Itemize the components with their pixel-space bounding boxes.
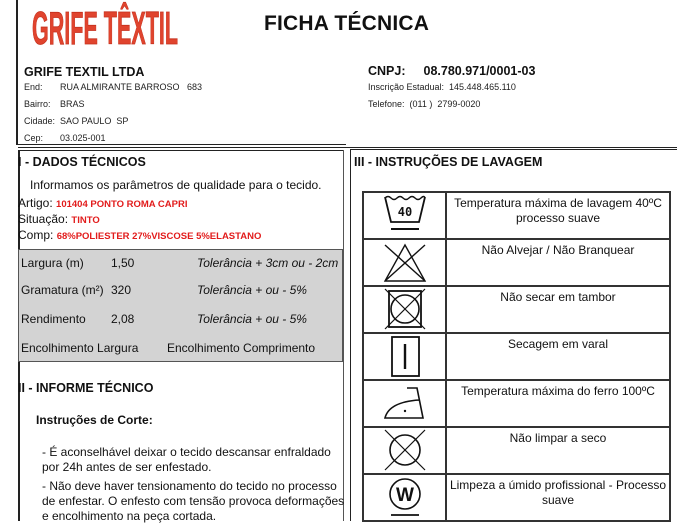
bairro-label: Bairro: <box>24 99 51 109</box>
situacao-label: Situação: <box>18 212 69 226</box>
cidade-value: SAO PAULO SP <box>60 116 129 126</box>
specs-box <box>18 249 343 362</box>
lavagem-heading: III - INSTRUÇÕES DE LAVAGEM <box>354 155 543 169</box>
company-name: GRIFE TEXTIL LTDA <box>24 65 145 79</box>
spec-label: Rendimento <box>21 312 86 326</box>
care-icon-cell <box>363 192 446 239</box>
situacao-line <box>18 212 100 226</box>
header-left-border <box>16 0 18 145</box>
cnpj-label: CNPJ: <box>368 64 406 78</box>
address-value: RUA ALMIRANTE BARROSO 683 <box>60 82 203 92</box>
care-text: Secagem em varal <box>446 333 670 380</box>
section-divider <box>18 147 677 148</box>
spec-label: Gramatura (m²) <box>21 283 104 297</box>
care-row <box>363 286 670 333</box>
care-icon-cell <box>363 239 446 286</box>
dados-tecnicos-heading: I - DADOS TÉCNICOS <box>18 155 146 169</box>
corte-paragraph-2: - Não deve haver tensionamento do tecido no processo de enfestar. O enfesto com tensão provoca deformações e encolhimento na peça cortada. <box>42 479 345 523</box>
care-instructions-table <box>362 191 671 522</box>
care-icon-cell <box>363 333 446 380</box>
bairro-value: BRAS <box>60 99 85 109</box>
spec-label: Largura (m) <box>21 256 84 270</box>
encolhimento-comprimento: Encolhimento Comprimento <box>167 341 316 355</box>
care-icon-cell <box>363 380 446 427</box>
spec-value: 1,50 <box>111 256 135 270</box>
header-bottom-border <box>16 144 346 145</box>
wash-40-gentle-icon <box>375 194 435 236</box>
right-panel-left-border <box>350 149 351 521</box>
cep-label: Cep: <box>24 133 44 143</box>
cnpj-value: 08.780.971/0001-03 <box>423 64 536 78</box>
corte-paragraph-1: - É aconselhável deixar o tecido descansar enfraldado por 24h antes de ser enfestado. <box>42 445 331 474</box>
care-text: Não Alvejar / Não Branquear <box>446 239 670 286</box>
care-text: Temperatura máxima de lavagem 40ºC processo suave <box>446 192 670 239</box>
encolhimento-largura: Encolhimento Largura <box>21 341 139 355</box>
cidade-label: Cidade: <box>24 116 56 126</box>
left-panel-top-border <box>18 150 344 151</box>
line-dry-icon <box>375 335 435 377</box>
composicao-label: Comp: <box>18 228 54 242</box>
wet-clean-gentle-icon <box>375 476 435 518</box>
artigo-value: 101404 PONTO ROMA CAPRI <box>56 199 188 210</box>
care-row <box>363 380 670 427</box>
care-text: Não limpar a seco <box>446 427 670 474</box>
bairro-line <box>24 99 85 109</box>
no-tumble-dry-icon <box>375 288 435 330</box>
care-icon-cell <box>363 286 446 333</box>
care-row <box>363 474 670 521</box>
care-icon-cell <box>363 427 446 474</box>
spec-tolerance: Tolerância + 3cm ou - 2cm <box>197 256 339 270</box>
iron-low-icon <box>375 382 435 424</box>
no-bleach-icon <box>375 241 435 283</box>
address-line <box>24 82 202 92</box>
cep-line <box>24 133 106 143</box>
instrucoes-corte-heading: Instruções de Corte: <box>36 413 153 427</box>
composicao-line <box>18 228 261 242</box>
page-title: FICHA TÉCNICA <box>264 12 430 35</box>
artigo-label: Artigo: <box>18 196 53 210</box>
cidade-line <box>24 116 128 126</box>
spec-tolerance: Tolerância + ou - 5% <box>197 283 307 297</box>
wet-clean-letter: W <box>395 485 414 506</box>
composicao-value: 68%POLIESTER 27%VISCOSE 5%ELASTANO <box>56 231 262 242</box>
care-row <box>363 192 670 239</box>
care-icon-cell <box>363 474 446 521</box>
cnpj-line <box>368 64 535 78</box>
spec-value: 2,08 <box>111 312 135 326</box>
address-label: End: <box>24 82 43 92</box>
care-text: Limpeza a úmido profissional - Processo suave <box>446 474 670 521</box>
company-logo <box>30 0 180 52</box>
dados-intro: Informamos os parâmetros de qualidade para o tecido. <box>30 178 322 192</box>
artigo-line <box>18 196 188 210</box>
care-text: Temperatura máxima do ferro 100ºC <box>446 380 670 427</box>
wash-temperature-text: 40 <box>397 205 412 219</box>
care-row <box>363 239 670 286</box>
inscricao-estadual: Inscrição Estadual: 145.448.465.110 <box>368 82 516 92</box>
spec-tolerance: Tolerância + ou - 5% <box>197 312 307 326</box>
no-dry-clean-icon <box>375 429 435 471</box>
situacao-value: TINTO <box>71 215 100 226</box>
cep-value: 03.025-001 <box>60 133 106 143</box>
care-text: Não secar em tambor <box>446 286 670 333</box>
care-row <box>363 427 670 474</box>
informe-tecnico-heading: II - INFORME TÉCNICO <box>18 381 154 395</box>
right-panel-top-border <box>350 149 677 150</box>
logo-text: GRIFE TÊXTIL <box>32 2 178 52</box>
care-row <box>363 333 670 380</box>
spec-value: 320 <box>111 283 132 297</box>
telefone: Telefone: (011 ) 2799-0020 <box>368 99 481 109</box>
